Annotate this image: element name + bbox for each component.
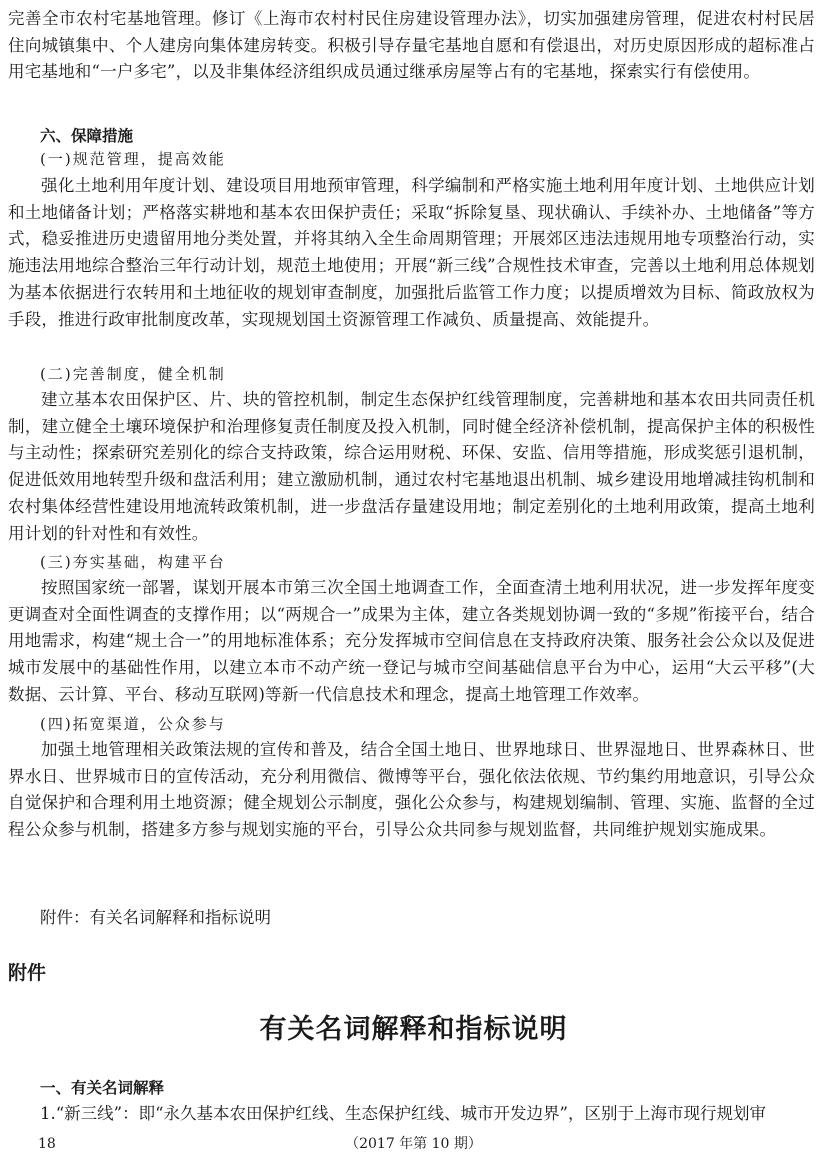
section-heading-safeguards: 六、保障措施 — [40, 127, 134, 145]
term-new-three-lines: 1.“新三线”：即“永久基本农田保护红线、生态保护红线、城市开发边界”，区别于上海市现行规划审 — [40, 1104, 766, 1123]
terms-heading: 一、有关名词解释 — [40, 1079, 165, 1097]
paragraph-improve-system: 建立基本农田保护区、片、块的管控机制，制定生态保护红线管理制度，完善耕地和基本农田共同责任机制，建立健全土壤环境保护和治理修复责任制度及投入机制，同时健全经济补偿机制，提高保护主体的积极性与主动性；探索研究差别化的综合支持政策，综合运用财税、环保、安监、信用等措施，形成奖惩引退机制，促进低效用地转型升级和盘活利用；建立激励机制，通过农村宅基地退出机制、城乡建设用地增减挂钩机制和农村集体经营性建设用地流转政策机制，进一步盘活存量建设用地；制定差别化的土地利用政策，提高土地利用计划的针对性和有效性。 — [8, 390, 815, 543]
paragraph-public-participation: 加强土地管理相关政策法规的宣传和普及，结合全国土地日、世界地球日、世界湿地日、世界森林日、世界水日、世界城市日的宣传活动，充分利用微信、微博等平台，强化依法依规、节约集约用地意识，引导公众自觉保护和合理利用土地资源；健全规划公示制度，强化公众参与，构建规划编制、管理、实施、监督的全过程公众参与机制，搭建多方参与规划实施的平台，引导公众共同参与规划监督，共同维护规划实施成果。 — [8, 740, 815, 840]
paragraph-standardize-management: 强化土地利用年度计划、建设项目用地预审管理，科学编制和严格实施土地利用年度计划、土地供应计划和土地储备计划；严格落实耕地和基本农田保护责任；采取“拆除复垦、现状确认、手续补办、土地储备”等方式，稳妥推进历史遗留用地分类处置，并将其纳入全生命周期管理；开展郊区违法违规用地专项整治行动，实施违法用地综合整治三年行动计划，规范土地使用；开展“新三线”合规性技术审查，完善以土地利用总体规划为基本依据进行农转用和土地征收的规划审查制度，加强批后监管工作力度；以提质增效为目标、简政放权为手段，推进行政审批制度改革，实现规划国土资源管理工作减负、质量提高、效能提升。 — [8, 176, 815, 329]
issue-label: （2017 年第 10 期） — [345, 1136, 482, 1152]
page-number: 18 — [38, 1136, 56, 1152]
attachment-label: 附件 — [8, 962, 47, 984]
subheading-standardize-management: (一)规范管理，提高效能 — [40, 150, 226, 168]
paragraph-homestead: 完善全市农村宅基地管理。修订《上海市农村村民住房建设管理办法》，切实加强建房管理，促进农村村民居住向城镇集中、个人建房向集体建房转变。积极引导存量宅基地自愿和有偿退出，对历史原因形成的超标准占用宅基地和“一户多宅”，以及非集体经济组织成员通过继承房屋等占有的宅基地，探索实行有偿使用。 — [8, 9, 815, 82]
subheading-improve-system: (二)完善制度，健全机制 — [40, 365, 226, 383]
attachment-reference: 附件：有关名词解释和指标说明 — [40, 908, 271, 927]
paragraph-build-platform: 按照国家统一部署，谋划开展本市第三次全国土地调查工作，全面查清土地利用状况，进一步发挥年度变更调查对全面性调查的支撑作用；以“两规合一”成果为主体，建立各类规划协调一致的“多规”衔接平台，结合用地需求，构建“规土合一”的用地标准体系；充分发挥城市空间信息在支持政府决策、服务社会公众以及促进城市发展中的基础性作用，以建立本市不动产统一登记与城市空间基础信息平台为中心，运用“大云平移”(大数据、云计算、平台、移动互联网)等新一代信息技术和理念，提高土地管理工作效率。 — [8, 578, 815, 704]
subheading-build-platform: (三)夯实基础，构建平台 — [40, 553, 226, 571]
subheading-public-participation: (四)拓宽渠道，公众参与 — [40, 715, 226, 733]
attachment-title: 有关名词解释和指标说明 — [259, 1014, 568, 1045]
